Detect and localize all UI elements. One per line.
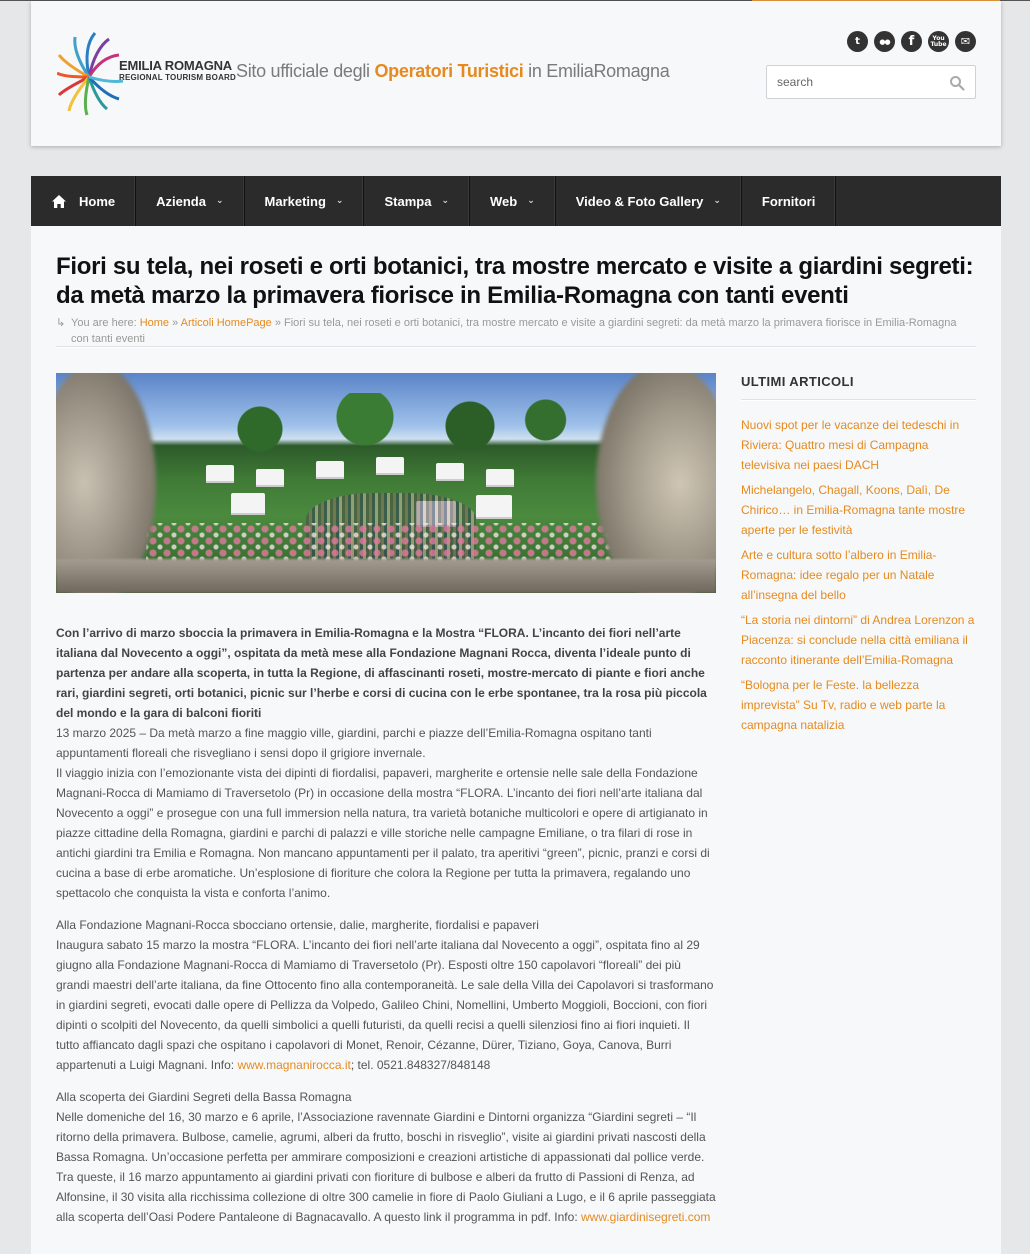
mail-icon[interactable]: ✉ <box>955 31 976 52</box>
breadcrumb-section-link[interactable]: Articoli HomePage <box>180 317 272 329</box>
home-icon <box>51 194 67 209</box>
hero-tent <box>476 495 512 517</box>
tagline-pre: Sito ufficiale degli <box>236 61 375 81</box>
hero-image <box>56 373 716 593</box>
search-input[interactable] <box>777 75 937 89</box>
flickr-icon[interactable]: ●● <box>874 31 895 52</box>
sidebar-title: ULTIMI ARTICOLI <box>741 374 854 389</box>
giardinisegreti-link[interactable]: www.giardinisegreti.com <box>580 1210 711 1224</box>
breadcrumb-prefix: You are here: <box>71 317 140 329</box>
breadcrumb-arrow-icon: ↳ <box>56 316 66 329</box>
article-subheading: Alla Fondazione Magnani-Rocca sbocciano ortensie, dalie, margherite, fiordalisi e papaveri <box>56 918 539 932</box>
page-title: Fiori su tela, nei roseti e orti botanici, tra mostre mercato e visite a giardini segreti: da metà marzo la primavera fiorisce in Emilia-Romagna con tanti eventi <box>56 253 974 309</box>
recent-article-link[interactable]: Nuovi spot per le vacanze dei tedeschi in Riviera: Quattro mesi di Campagna televisiva nei paesi DACH <box>741 418 960 472</box>
recent-article-link[interactable]: “La storia nei dintorni” di Andrea Lorenzon a Piacenza: si conclude nella città emiliana il racconto itinerante dell’Emilia-Romagna <box>741 613 975 667</box>
article-paragraph <box>56 1107 716 1227</box>
tagline-highlight: Operatori Turistici <box>374 61 524 81</box>
article-lead: Con l’arrivo di marzo sboccia la primavera in Emilia-Romagna e la Mostra “FLORA. L’incanto dei fiori nell’arte italiana dal Novecento a oggi”, ospitata da metà mese alla Fondazione Magnani Rocca, diventa l’ideale punto di partenza per andare alla scoperta, in tutta la Regione, di affascinanti roseti, mostre-mercato di piante e fiori anche rari, giardini segreti, orti botanici, picnic sur l’herbe e corsi di cucina con le erbe spontanee, tra la rosa più piccola del mondo e la gara di balconi fioriti <box>56 626 707 720</box>
nav-item-marketing[interactable] <box>245 176 365 226</box>
breadcrumb-sep: » <box>169 317 181 329</box>
article-paragraph <box>56 935 716 1075</box>
hero-tent <box>376 457 404 473</box>
hero-tent <box>231 493 265 513</box>
main-nav <box>31 176 1001 226</box>
nav-label-stampa: Stampa <box>384 193 432 209</box>
chevron-down-icon: ⌄ <box>441 196 449 206</box>
hero-tent <box>206 465 234 481</box>
sidebar <box>741 374 976 740</box>
site-logo[interactable] <box>57 31 237 121</box>
breadcrumb-current: Fiori su tela, nei roseti e orti botanici, tra mostre mercato e visite a giardini segreti: da metà marzo la primavera fiorisce in Emilia-Romagna con tanti eventi <box>71 317 957 345</box>
chevron-down-icon: ⌄ <box>713 196 721 206</box>
site-tagline <box>236 61 669 82</box>
nav-label-gallery: Video & Foto Gallery <box>575 193 704 209</box>
search-box <box>766 65 976 99</box>
article-paragraph: 13 marzo 2025 – Da metà marzo a fine maggio ville, giardini, parchi e piazze dell’Emilia-Romagna ospitano tanti appuntamenti floreali che risvegliano i sensi dopo il grigiore invernale. <box>56 726 652 760</box>
recent-articles-list <box>741 415 976 735</box>
content-panel <box>31 226 1001 1254</box>
divider <box>741 399 976 401</box>
twitter-icon[interactable]: t <box>847 31 868 52</box>
divider <box>56 346 976 348</box>
sunburst-logo-icon <box>57 31 127 121</box>
chevron-down-icon: ⌄ <box>335 196 344 206</box>
chevron-down-icon: ⌄ <box>527 196 535 206</box>
nav-label-marketing: Marketing <box>264 193 326 209</box>
social-links <box>847 31 976 52</box>
article-text: Nelle domeniche del 16, 30 marzo e 6 aprile, l’Associazione ravennate Giardini e Dintorni organizza “Giardini segreti – “Il ritorno della primavera. Bulbose, camelie, agrumi, alberi da frutto, boschi in risveglio”, visite ai giardini privati nascosti della Bassa Romagna. Un’occasione perfetta per ammirare composizioni e creazioni artistiche di appassionati dal pollice verde. Tra queste, il 16 marzo appuntamento ai giardini privati con fioriture di bulbose e alberi da frutto di Passioni di Renza, ad Alfonsine, il 30 visita alla ricchissima collezione di oltre 300 camelie in fiore di Paolo Giuliani a Lugo, e il 6 aprile passeggiata alla scoperta dell’Oasi Podere Pantaleone di Bagnacavallo. A questo link il programma in pdf. Info: <box>56 1110 716 1224</box>
breadcrumb <box>56 315 976 349</box>
facebook-icon[interactable]: f <box>901 31 922 52</box>
nav-label-azienda: Azienda <box>156 193 206 209</box>
recent-article-link[interactable]: Michelangelo, Chagall, Koons, Dalì, De Chirico… in Emilia-Romagna tante mostre aperte per le festività <box>741 483 966 537</box>
youtube-icon[interactable]: You Tube <box>928 31 949 52</box>
article-text: ; tel. 0521.848327/848148 <box>350 1058 491 1072</box>
hero-tent <box>256 469 284 485</box>
nav-item-web[interactable] <box>470 176 556 226</box>
article-paragraph: Il viaggio inizia con l’emozionante vista dei dipinti di fiordalisi, papaveri, margherite e ortensie nelle sale della Fondazione Magnani-Rocca di Mamiamo di Traversetolo (Pr) in occasione della mostra “FLORA. L’incanto dei fiori nell’arte italiana dal Novecento a oggi” e prosegue con una full immersion nella natura, tra varietà botaniche multicolori e opere di artigianato in piazze cittadine della Romagna, giardini e parchi di palazzi e ville storiche nelle campagne Emiliane, o tra filari di rose in antichi giardini tra Emilia e Romagna. Non mancano appuntamenti per il palato, tra aperitivi “green”, picnic, pranzi e corsi di cucina a base di erbe aromatiche. Un’esplosione di fioriture che colora la Regione per tutta la primavera, regalando uno spettacolo che conquista la vista e conforta l’animo. <box>56 766 710 900</box>
recent-article-link[interactable]: “Bologna per le Feste. la bellezza imprevista” Su Tv, radio e web parte la campagna natalizia <box>741 678 946 732</box>
article-subheading: Alla scoperta dei Giardini Segreti della Bassa Romagna <box>56 1090 352 1104</box>
hero-tent <box>316 461 344 477</box>
logo-line1: EMILIA ROMAGNA <box>119 58 232 73</box>
nav-label-fornitori: Fornitori <box>761 193 816 209</box>
logo-line2: REGIONAL TOURISM BOARD <box>119 73 236 82</box>
article-text: Inaugura sabato 15 marzo la mostra “FLORA. L’incanto dei fiori nell’arte italiana dal Novecento a oggi”, ospitata fino al 29 giugno alla Fondazione Magnani-Rocca di Mamiamo di Traversetolo (Pr). Esposti oltre 150 capolavori “floreali” dei più grandi maestri dell’arte italiana, da fine Ottocento fino alla contemporaneità. Le sale della Villa dei Capolavori si trasformano in giardini segreti, evocati dalle opere di Pellizza da Volpedo, Galileo Chini, Nomellini, Umberto Moggioli, Boccioni, con fiori dipinti o scolpiti del Novecento, da quelli simbolici a quelli futuristi, da quelli recisi a quelli silenziosi fino ai fiori inquieti. Il tutto affiancato dagli spazi che ospitano i capolavori di Monet, Renoir, Cézanne, Dürer, Tiziano, Goya, Canova, Burri appartenuti a Luigi Magnani. Info: <box>56 938 714 1072</box>
recent-article-link[interactable]: Arte e cultura sotto l’albero in Emilia-Romagna: idee regalo per un Natale all’insegna del bello <box>741 548 937 602</box>
hero-trees <box>176 393 596 453</box>
hero-tent <box>436 463 464 479</box>
tagline-post: in EmiliaRomagna <box>523 61 670 81</box>
logo-wordmark <box>119 59 236 83</box>
hero-sill <box>56 559 716 593</box>
breadcrumb-sep: » <box>271 317 284 329</box>
nav-item-stampa[interactable] <box>364 176 470 226</box>
nav-label-home: Home <box>79 193 116 209</box>
nav-item-fornitori[interactable] <box>742 176 836 226</box>
site-header <box>31 1 1001 146</box>
hero-flowers <box>146 523 626 563</box>
search-icon[interactable] <box>949 75 965 91</box>
magnanirocca-link[interactable]: www.magnanirocca.it <box>237 1058 351 1072</box>
article-body <box>56 623 716 1227</box>
nav-item-gallery[interactable] <box>556 176 742 226</box>
nav-item-home[interactable] <box>31 176 136 226</box>
chevron-down-icon: ⌄ <box>215 196 224 206</box>
hero-tent <box>486 469 514 485</box>
nav-item-azienda[interactable] <box>136 176 244 226</box>
nav-label-web: Web <box>489 193 518 209</box>
breadcrumb-home-link[interactable]: Home <box>139 317 170 329</box>
